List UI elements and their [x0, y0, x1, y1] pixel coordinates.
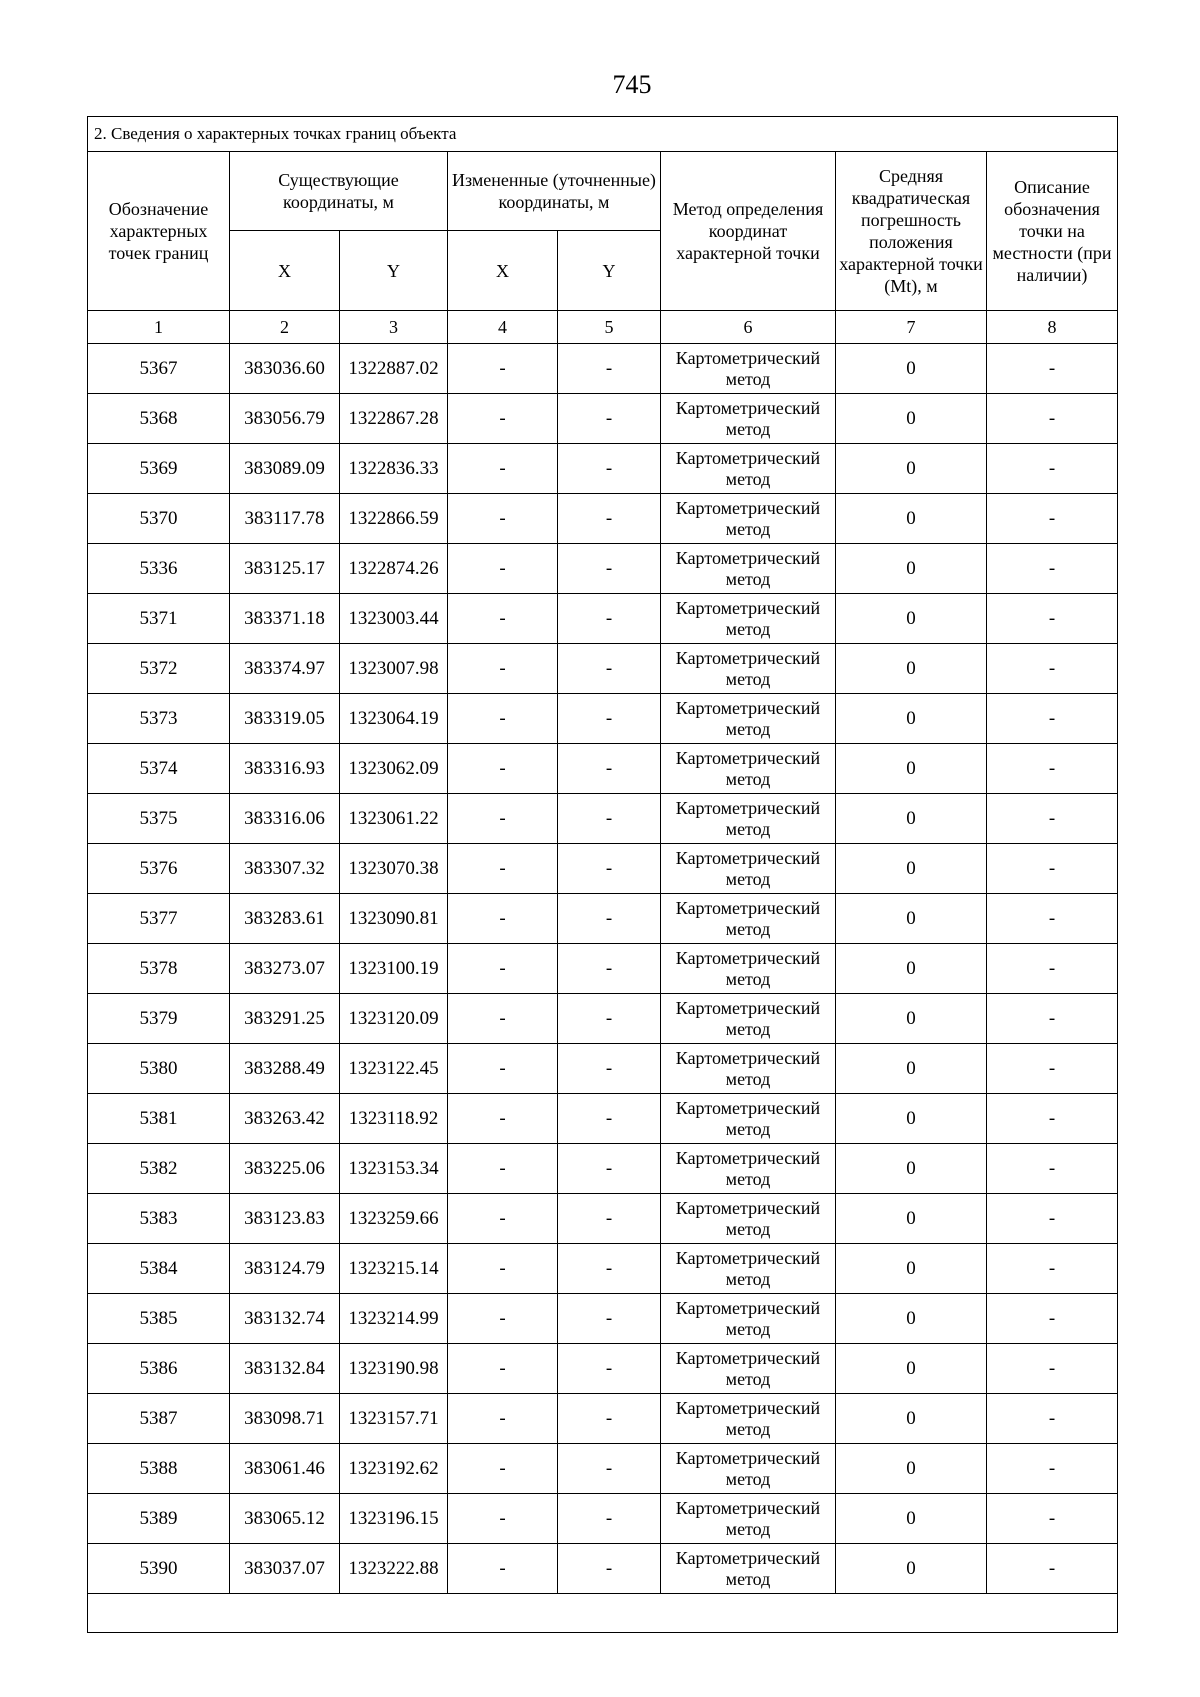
- accuracy-cell: 0: [836, 744, 987, 794]
- points-table-body: [88, 344, 1118, 1594]
- changed-y-cell: -: [558, 694, 661, 744]
- existing-y-cell: 1323215.14: [340, 1244, 448, 1294]
- table-row: [88, 644, 1118, 694]
- existing-x-cell: 383263.42: [230, 1094, 340, 1144]
- table-row: [88, 394, 1118, 444]
- column-number: 5: [558, 311, 661, 344]
- point-id-cell: 5381: [88, 1094, 230, 1144]
- section-title: 2. Сведения о характерных точках границ объекта: [88, 117, 1118, 152]
- changed-x-cell: -: [448, 894, 558, 944]
- existing-y-cell: 1322887.02: [340, 344, 448, 394]
- description-cell: -: [987, 494, 1118, 544]
- column-number: 4: [448, 311, 558, 344]
- method-cell: Картометрический метод: [661, 694, 836, 744]
- existing-y-cell: 1322867.28: [340, 394, 448, 444]
- description-cell: -: [987, 844, 1118, 894]
- table-row: [88, 794, 1118, 844]
- table-row: [88, 994, 1118, 1044]
- header-method: Метод определения координат характерной точки: [661, 152, 836, 311]
- column-number: 7: [836, 311, 987, 344]
- changed-y-cell: -: [558, 1294, 661, 1344]
- table-row: [88, 1394, 1118, 1444]
- description-cell: -: [987, 444, 1118, 494]
- method-cell: Картометрический метод: [661, 994, 836, 1044]
- accuracy-cell: 0: [836, 794, 987, 844]
- point-id-cell: 5367: [88, 344, 230, 394]
- existing-x-cell: 383036.60: [230, 344, 340, 394]
- description-cell: -: [987, 894, 1118, 944]
- accuracy-cell: 0: [836, 494, 987, 544]
- column-number: 2: [230, 311, 340, 344]
- changed-x-cell: -: [448, 644, 558, 694]
- changed-x-cell: -: [448, 444, 558, 494]
- changed-y-cell: -: [558, 1194, 661, 1244]
- table-row: [88, 1144, 1118, 1194]
- existing-x-cell: 383124.79: [230, 1244, 340, 1294]
- changed-y-cell: -: [558, 844, 661, 894]
- description-cell: -: [987, 1194, 1118, 1244]
- method-cell: Картометрический метод: [661, 644, 836, 694]
- existing-x-cell: 383374.97: [230, 644, 340, 694]
- changed-y-cell: -: [558, 1094, 661, 1144]
- table-row: [88, 594, 1118, 644]
- changed-x-cell: -: [448, 1144, 558, 1194]
- accuracy-cell: 0: [836, 644, 987, 694]
- table-row: [88, 844, 1118, 894]
- header-accuracy: Средняя квадратическая погрешность положения характерной точки (Mt), м: [836, 152, 987, 311]
- existing-y-cell: 1323153.34: [340, 1144, 448, 1194]
- method-cell: Картометрический метод: [661, 844, 836, 894]
- method-cell: Картометрический метод: [661, 1094, 836, 1144]
- existing-y-cell: 1323214.99: [340, 1294, 448, 1344]
- changed-y-cell: -: [558, 994, 661, 1044]
- method-cell: Картометрический метод: [661, 394, 836, 444]
- changed-x-cell: -: [448, 844, 558, 894]
- accuracy-cell: 0: [836, 944, 987, 994]
- existing-x-cell: 383065.12: [230, 1494, 340, 1544]
- description-cell: -: [987, 344, 1118, 394]
- existing-y-cell: 1323061.22: [340, 794, 448, 844]
- table-row: [88, 1194, 1118, 1244]
- description-cell: -: [987, 594, 1118, 644]
- point-id-cell: 5375: [88, 794, 230, 844]
- changed-y-cell: -: [558, 1394, 661, 1444]
- existing-x-cell: 383273.07: [230, 944, 340, 994]
- changed-x-cell: -: [448, 1344, 558, 1394]
- existing-y-cell: 1323064.19: [340, 694, 448, 744]
- existing-y-cell: 1323122.45: [340, 1044, 448, 1094]
- existing-y-cell: 1323192.62: [340, 1444, 448, 1494]
- method-cell: Картометрический метод: [661, 1494, 836, 1544]
- method-cell: Картометрический метод: [661, 794, 836, 844]
- accuracy-cell: 0: [836, 1044, 987, 1094]
- point-id-cell: 5376: [88, 844, 230, 894]
- accuracy-cell: 0: [836, 1344, 987, 1394]
- point-id-cell: 5373: [88, 694, 230, 744]
- table-row: [88, 1494, 1118, 1544]
- existing-x-cell: 383371.18: [230, 594, 340, 644]
- existing-x-cell: 383225.06: [230, 1144, 340, 1194]
- method-cell: Картометрический метод: [661, 594, 836, 644]
- point-id-cell: 5378: [88, 944, 230, 994]
- method-cell: Картометрический метод: [661, 1294, 836, 1344]
- page-number: 745: [612, 70, 652, 99]
- existing-x-cell: 383098.71: [230, 1394, 340, 1444]
- method-cell: Картометрический метод: [661, 494, 836, 544]
- method-cell: Картометрический метод: [661, 1394, 836, 1444]
- description-cell: -: [987, 994, 1118, 1044]
- changed-y-cell: -: [558, 1344, 661, 1394]
- description-cell: -: [987, 1544, 1118, 1594]
- changed-y-cell: -: [558, 1444, 661, 1494]
- changed-y-cell: -: [558, 1544, 661, 1594]
- accuracy-cell: 0: [836, 1144, 987, 1194]
- point-id-cell: 5383: [88, 1194, 230, 1244]
- changed-x-cell: -: [448, 994, 558, 1044]
- changed-x-cell: -: [448, 344, 558, 394]
- header-changed-y: Y: [558, 231, 661, 311]
- existing-y-cell: 1323003.44: [340, 594, 448, 644]
- description-cell: -: [987, 1044, 1118, 1094]
- changed-y-cell: -: [558, 944, 661, 994]
- existing-y-cell: 1323120.09: [340, 994, 448, 1044]
- changed-y-cell: -: [558, 544, 661, 594]
- column-numbers-row: [88, 311, 1118, 344]
- existing-x-cell: 383056.79: [230, 394, 340, 444]
- existing-x-cell: 383125.17: [230, 544, 340, 594]
- accuracy-cell: 0: [836, 444, 987, 494]
- description-cell: -: [987, 694, 1118, 744]
- point-id-cell: 5379: [88, 994, 230, 1044]
- point-id-cell: 5390: [88, 1544, 230, 1594]
- existing-x-cell: 383288.49: [230, 1044, 340, 1094]
- header-point-designation: Обозначение характерных точек границ: [88, 152, 230, 311]
- changed-y-cell: -: [558, 444, 661, 494]
- point-id-cell: 5372: [88, 644, 230, 694]
- accuracy-cell: 0: [836, 394, 987, 444]
- accuracy-cell: 0: [836, 1494, 987, 1544]
- column-number: 1: [88, 311, 230, 344]
- header-existing-coords: Существующие координаты, м: [230, 152, 448, 231]
- point-id-cell: 5370: [88, 494, 230, 544]
- existing-x-cell: 383132.84: [230, 1344, 340, 1394]
- existing-y-cell: 1323118.92: [340, 1094, 448, 1144]
- description-cell: -: [987, 1494, 1118, 1544]
- changed-y-cell: -: [558, 394, 661, 444]
- changed-y-cell: -: [558, 1494, 661, 1544]
- point-id-cell: 5386: [88, 1344, 230, 1394]
- method-cell: Картометрический метод: [661, 1044, 836, 1094]
- changed-y-cell: -: [558, 1044, 661, 1094]
- method-cell: Картометрический метод: [661, 344, 836, 394]
- existing-x-cell: 383291.25: [230, 994, 340, 1044]
- method-cell: Картометрический метод: [661, 894, 836, 944]
- existing-x-cell: 383283.61: [230, 894, 340, 944]
- existing-y-cell: 1323007.98: [340, 644, 448, 694]
- table-row: [88, 1094, 1118, 1144]
- method-cell: Картометрический метод: [661, 1194, 836, 1244]
- header-existing-y: Y: [340, 231, 448, 311]
- description-cell: -: [987, 544, 1118, 594]
- point-id-cell: 5380: [88, 1044, 230, 1094]
- existing-x-cell: 383123.83: [230, 1194, 340, 1244]
- existing-y-cell: 1323190.98: [340, 1344, 448, 1394]
- changed-y-cell: -: [558, 494, 661, 544]
- point-id-cell: 5388: [88, 1444, 230, 1494]
- existing-x-cell: 383132.74: [230, 1294, 340, 1344]
- table-row: [88, 1344, 1118, 1394]
- changed-y-cell: -: [558, 344, 661, 394]
- description-cell: -: [987, 1144, 1118, 1194]
- table-row: [88, 1294, 1118, 1344]
- changed-x-cell: -: [448, 544, 558, 594]
- header-existing-x: X: [230, 231, 340, 311]
- changed-x-cell: -: [448, 1094, 558, 1144]
- table-row: [88, 1044, 1118, 1094]
- changed-x-cell: -: [448, 1044, 558, 1094]
- table-row: [88, 444, 1118, 494]
- method-cell: Картометрический метод: [661, 944, 836, 994]
- description-cell: -: [987, 1394, 1118, 1444]
- accuracy-cell: 0: [836, 594, 987, 644]
- accuracy-cell: 0: [836, 544, 987, 594]
- changed-y-cell: -: [558, 1244, 661, 1294]
- method-cell: Картометрический метод: [661, 444, 836, 494]
- point-id-cell: 5374: [88, 744, 230, 794]
- accuracy-cell: 0: [836, 1294, 987, 1344]
- method-cell: Картометрический метод: [661, 1444, 836, 1494]
- existing-y-cell: 1323196.15: [340, 1494, 448, 1544]
- description-cell: -: [987, 394, 1118, 444]
- description-cell: -: [987, 944, 1118, 994]
- table-row: [88, 494, 1118, 544]
- table-row: [88, 544, 1118, 594]
- existing-x-cell: 383089.09: [230, 444, 340, 494]
- point-id-cell: 5387: [88, 1394, 230, 1444]
- method-cell: Картометрический метод: [661, 1244, 836, 1294]
- table-row: [88, 744, 1118, 794]
- existing-y-cell: 1322866.59: [340, 494, 448, 544]
- column-number: 3: [340, 311, 448, 344]
- existing-y-cell: 1323222.88: [340, 1544, 448, 1594]
- description-cell: -: [987, 1294, 1118, 1344]
- point-id-cell: 5369: [88, 444, 230, 494]
- accuracy-cell: 0: [836, 994, 987, 1044]
- changed-x-cell: -: [448, 1294, 558, 1344]
- existing-y-cell: 1323090.81: [340, 894, 448, 944]
- existing-x-cell: 383316.93: [230, 744, 340, 794]
- existing-x-cell: 383316.06: [230, 794, 340, 844]
- table-row: [88, 694, 1118, 744]
- point-id-cell: 5368: [88, 394, 230, 444]
- description-cell: -: [987, 794, 1118, 844]
- header-changed-x: X: [448, 231, 558, 311]
- changed-x-cell: -: [448, 1394, 558, 1444]
- column-number: 6: [661, 311, 836, 344]
- changed-x-cell: -: [448, 694, 558, 744]
- table-row: [88, 894, 1118, 944]
- accuracy-cell: 0: [836, 1194, 987, 1244]
- description-cell: -: [987, 744, 1118, 794]
- point-id-cell: 5382: [88, 1144, 230, 1194]
- description-cell: -: [987, 1444, 1118, 1494]
- table-row: [88, 1544, 1118, 1594]
- existing-x-cell: 383061.46: [230, 1444, 340, 1494]
- changed-x-cell: -: [448, 1444, 558, 1494]
- changed-x-cell: -: [448, 1194, 558, 1244]
- accuracy-cell: 0: [836, 1394, 987, 1444]
- table-footer-row: [88, 1594, 1118, 1633]
- empty-footer-cell: [88, 1594, 1118, 1633]
- changed-y-cell: -: [558, 744, 661, 794]
- accuracy-cell: 0: [836, 1544, 987, 1594]
- point-id-cell: 5336: [88, 544, 230, 594]
- changed-y-cell: -: [558, 1144, 661, 1194]
- changed-x-cell: -: [448, 944, 558, 994]
- table-row: [88, 944, 1118, 994]
- point-id-cell: 5371: [88, 594, 230, 644]
- changed-x-cell: -: [448, 594, 558, 644]
- description-cell: -: [987, 644, 1118, 694]
- method-cell: Картометрический метод: [661, 1144, 836, 1194]
- header-changed-coords: Измененные (уточненные) координаты, м: [448, 152, 661, 231]
- changed-x-cell: -: [448, 394, 558, 444]
- point-id-cell: 5385: [88, 1294, 230, 1344]
- changed-y-cell: -: [558, 644, 661, 694]
- changed-x-cell: -: [448, 494, 558, 544]
- point-id-cell: 5384: [88, 1244, 230, 1294]
- accuracy-cell: 0: [836, 694, 987, 744]
- header-description: Описание обозначения точки на местности (при наличии): [987, 152, 1118, 311]
- accuracy-cell: 0: [836, 894, 987, 944]
- existing-x-cell: 383117.78: [230, 494, 340, 544]
- existing-y-cell: 1323070.38: [340, 844, 448, 894]
- existing-y-cell: 1322836.33: [340, 444, 448, 494]
- changed-x-cell: -: [448, 1244, 558, 1294]
- accuracy-cell: 0: [836, 844, 987, 894]
- accuracy-cell: 0: [836, 1444, 987, 1494]
- changed-y-cell: -: [558, 894, 661, 944]
- method-cell: Картометрический метод: [661, 544, 836, 594]
- changed-y-cell: -: [558, 594, 661, 644]
- table-row: [88, 1444, 1118, 1494]
- existing-x-cell: 383307.32: [230, 844, 340, 894]
- method-cell: Картометрический метод: [661, 1344, 836, 1394]
- accuracy-cell: 0: [836, 1094, 987, 1144]
- method-cell: Картометрический метод: [661, 1544, 836, 1594]
- point-id-cell: 5377: [88, 894, 230, 944]
- existing-y-cell: 1323157.71: [340, 1394, 448, 1444]
- existing-y-cell: 1323259.66: [340, 1194, 448, 1244]
- changed-x-cell: -: [448, 1494, 558, 1544]
- description-cell: -: [987, 1244, 1118, 1294]
- table-row: [88, 1244, 1118, 1294]
- existing-y-cell: 1322874.26: [340, 544, 448, 594]
- accuracy-cell: 0: [836, 1244, 987, 1294]
- point-id-cell: 5389: [88, 1494, 230, 1544]
- accuracy-cell: 0: [836, 344, 987, 394]
- method-cell: Картометрический метод: [661, 744, 836, 794]
- changed-x-cell: -: [448, 744, 558, 794]
- description-cell: -: [987, 1094, 1118, 1144]
- table-row: [88, 344, 1118, 394]
- boundary-points-table: [87, 116, 1118, 1633]
- existing-y-cell: 1323100.19: [340, 944, 448, 994]
- changed-x-cell: -: [448, 794, 558, 844]
- column-number: 8: [987, 311, 1118, 344]
- existing-x-cell: 383319.05: [230, 694, 340, 744]
- existing-x-cell: 383037.07: [230, 1544, 340, 1594]
- changed-x-cell: -: [448, 1544, 558, 1594]
- existing-y-cell: 1323062.09: [340, 744, 448, 794]
- changed-y-cell: -: [558, 794, 661, 844]
- description-cell: -: [987, 1344, 1118, 1394]
